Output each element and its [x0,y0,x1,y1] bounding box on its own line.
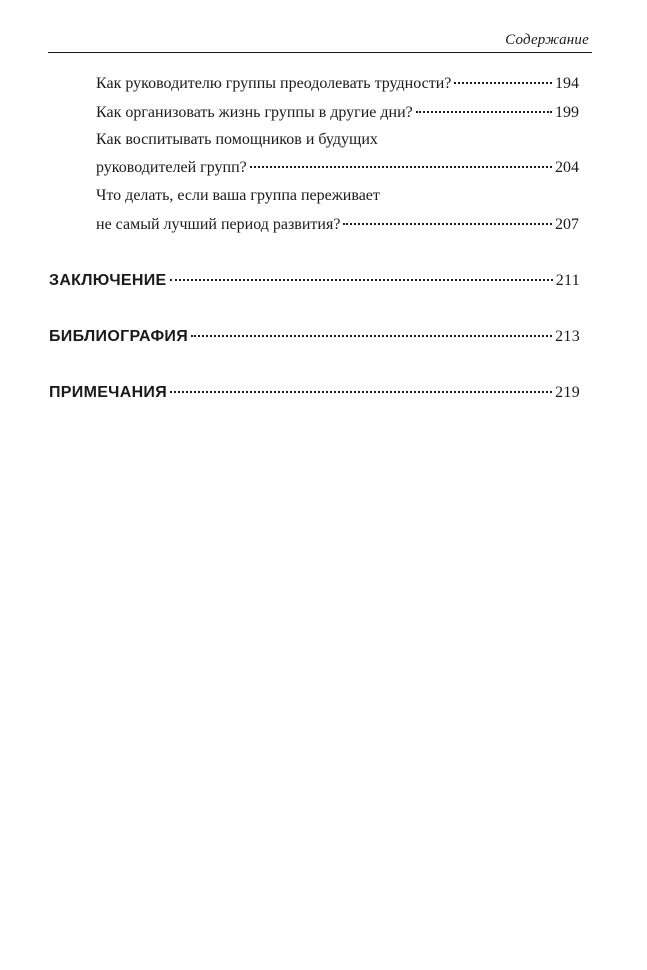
toc-entry-page: 213 [555,328,580,345]
toc-leader-dots [250,166,552,168]
toc-entry-title-continued: руководителей групп? [96,159,247,176]
toc-entry-page: 219 [555,384,580,401]
toc-major-entry [49,328,580,346]
toc-entry [96,216,579,234]
toc-entry-title: Как воспитывать помощников и будущих [96,131,378,148]
toc-entry-title: ЗАКЛЮЧЕНИЕ [49,272,167,289]
toc-entry-page: 204 [555,159,579,176]
toc-entry-title: ПРИМЕЧАНИЯ [49,384,168,401]
toc-entry-title-continued: не самый лучший период развития? [96,216,341,233]
toc-entry-page: 211 [555,272,580,289]
running-head: Содержание [505,32,589,48]
toc-leader-dots [454,82,552,84]
header-rule [48,52,592,53]
toc-major-entry [49,384,580,402]
toc-entry-page: 199 [555,104,579,121]
toc-leader-dots [170,279,553,281]
toc-entry-line [96,187,579,205]
toc-entry [96,104,579,122]
toc-entry-title: Что делать, если ваша группа переживает [96,187,380,204]
toc-entry-title: Как руководителю группы преодолевать трудности? [96,75,452,92]
toc-entry [96,159,579,177]
toc-major-entry [49,272,580,290]
toc-entry-page: 194 [555,75,579,92]
toc-entry-page: 207 [555,216,579,233]
toc-leader-dots [416,111,552,113]
toc-leader-dots [343,223,552,225]
toc-leader-dots [191,335,552,337]
toc-entry-line [96,131,579,149]
toc-entry-title: БИБЛИОГРАФИЯ [49,328,189,345]
toc-entry-title: Как организовать жизнь группы в другие дни? [96,104,413,121]
toc-entry [96,75,579,93]
toc-leader-dots [170,391,552,393]
